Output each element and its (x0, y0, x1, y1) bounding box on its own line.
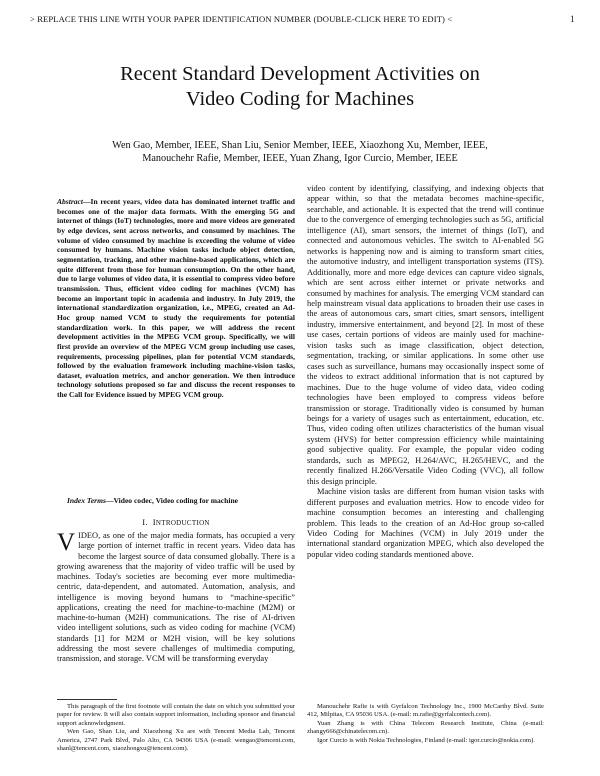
footnotes-right (307, 703, 544, 745)
section-heading-introduction (57, 517, 295, 527)
intro-paragraph-1-continued: video content by identifying, classifying, and indexing objects that appear within, so that the metadata becomes machine-specific, searchable, and actionable. It is expected that the trend will continue due to the convergence of emerging technologies such as 5G, artificial intelligence (AI), smart sensors, the internet of things (IoT), and connected and autonomous vehicles. The switch to AI-enabled 5G networks is happening now and is aiming to transform smart cities, the automotive industry, and intelligent transportation systems (ITS). Additionally, more and more edge devices can capture video signals, which are sent across either internet or private networks and consumed by machines for analysis. The emerging VCM standard can help mainstream visual data applications to broaden their use cases in the areas of autonomous cars, smart cities, smart sensors, intelligent industry, immersive entertainment, and beyond [2]. In most of these use cases, certain portions of videos are mainly used for machine-vision tasks such as image classification, object detection, segmentation, tracking, or similar applications. In some other use cases such as surveillance, humans may occasionally inspect some of the videos to extract additional information that is not captured by machines. Due to the huge volume of video data, video coding technologies have been employed to compress videos before transmission or storage. Traditionally video is consumed by human beings for a variety of usages such as entertainment, education, etc. Thus, video coding often utilizes characteristics of the human visual system (HVS) for better compression efficiency while maintaining good subjective quality. For example, the popular video coding standards, such as MPEG2, H.264/AVC, H.265/HEVC, and the recently finalized H.266/Versatile Video Coding (VVC), all follow this design principle. (307, 184, 544, 486)
author-list (70, 139, 530, 165)
footnote-rafie: Manouchehr Rafie is with Gyrfalcon Technology Inc., 1900 McCarthy Blvd. Suite 412, Milpitas, CA 95036 USA. (e-mail: m.rafie@gyrfalcontech.com). (307, 703, 544, 719)
section-title-rest: NTRODUCTION (155, 519, 210, 527)
intro-paragraph-1: IDEO, as one of the major media formats, has occupied a very large portion of internet traffic in recent years. Video data has become the largest source of data consumed globally. There is a growing awareness that the majority of video traffic will be used by machines. Today's societies are becoming ever more multimedia-centric, data-dependent, and automated. Automation, analysis, and intelligence is moving beyond humans to “machine-specific” applications, creating the need for machine-to-machine (M2M) or machine-to-human (M2H) communications. The rise of AI-driven video intelligent solutions, such as video coding for machine (VCM) standards [1] for M2M or M2H vision, will be key solutions addressing the most severe challenges of multimedia computing, transmission, and storage. VCM will be transforming everyday (57, 531, 295, 663)
title-line-2: Video Coding for Machines (185, 88, 415, 110)
index-terms-lead: Index Terms (67, 496, 106, 505)
authors-line-1: Wen Gao, Member, IEEE, Shan Liu, Senior Member, IEEE, Xiaozhong Xu, Member, IEEE, (112, 140, 488, 151)
intro-paragraph-2: Machine vision tasks are different from human vision tasks with different purposes and evaluation metrics. How to encode video for machine consumption becomes an interesting and challenging problem. This leads to the creation of an Ad-Hoc group so-called Video Coding for Machines (VCM) in July 2019 under the international standard organization MPEG, which also developed the popular video coding standards mentioned above. (307, 487, 544, 559)
section-numeral: I. (142, 517, 148, 527)
drop-cap: V (57, 529, 76, 556)
footnote-tencent-authors: Wen Gao, Shan Liu, and Xiaozhong Xu are with Tencent Media Lab, Tencent America, 2747 Park Blvd, Palo Alto, CA 94306 USA (e-mail: wengao@tencent.com, shanl@tencent.com, xiaozhongxu@tencent.com). (57, 728, 295, 753)
footnote-submission: This paragraph of the first footnote will contain the date on which you submitted your paper for review. It will also contain support information, including sponsor and financial support acknowledgment. (57, 703, 295, 727)
abstract (57, 197, 295, 400)
footnote-rule (57, 699, 117, 700)
title-line-1: Recent Standard Development Activities on (120, 63, 480, 85)
abstract-text: —In recent years, video data has dominated internet traffic and becomes one of the major data formats. With the emerging 5G and internet of things (IoT) technologies, more and more videos are generated by edge devices, sent across networks, and consumed by machines. The volume of video consumed by machine is exceeding the volume of video consumed by humans. Machine vision tasks include object detection, segmentation, tracking, and other machine-based applications, which are quite different from those for human consumption. On the other hand, due to large volumes of video data, it is essential to compress video before transmission. Thus, efficient video coding for machines (VCM) has become an important topic in academia and industry. In July 2019, the international standardization organization, i.e., MPEG, created an Ad-Hoc group named VCM to study the requirements for potential standardization work. In this paper, we will address the recent development activities in the MPEG VCM group. Specifically, we will first provide an overview of the MPEG VCM group including use cases, requirements, processing pipelines, plan for potential VCM standards, followed by the evaluation framework including machine-vision tasks, dataset, evaluation metrics, and anchor generation. We then introduce technology solutions proposed so far and discuss the recent responses to the Call for Evidence issued by MPEG VCM group. (57, 197, 295, 400)
index-terms-text: —Video codec, Video coding for machine (105, 496, 239, 505)
authors-line-2: Manouchehr Rafie, Member, IEEE, Yuan Zhang, Igor Curcio, Member, IEEE (142, 153, 458, 164)
paper-title (60, 62, 540, 112)
section-title-first-letter: I (152, 517, 156, 527)
footnote-zhang: Yuan Zhang is with China Telecom Research Institute, China (e-mail: zhangy666@chinatelecom.cn). (307, 719, 544, 736)
page-number: 1 (570, 14, 575, 24)
introduction-left-column (57, 531, 295, 664)
running-head: > REPLACE THIS LINE WITH YOUR PAPER IDENTIFICATION NUMBER (DOUBLE-CLICK HERE TO EDIT) < (30, 14, 453, 24)
index-terms (57, 496, 295, 506)
footnotes-left (57, 703, 295, 753)
abstract-lead: Abstract (57, 197, 83, 206)
introduction-right-column (307, 184, 544, 560)
footnote-curcio: Igor Curcio is with Nokia Technologies, Finland (e-mail: igor.curcio@nokia.com). (317, 736, 535, 744)
